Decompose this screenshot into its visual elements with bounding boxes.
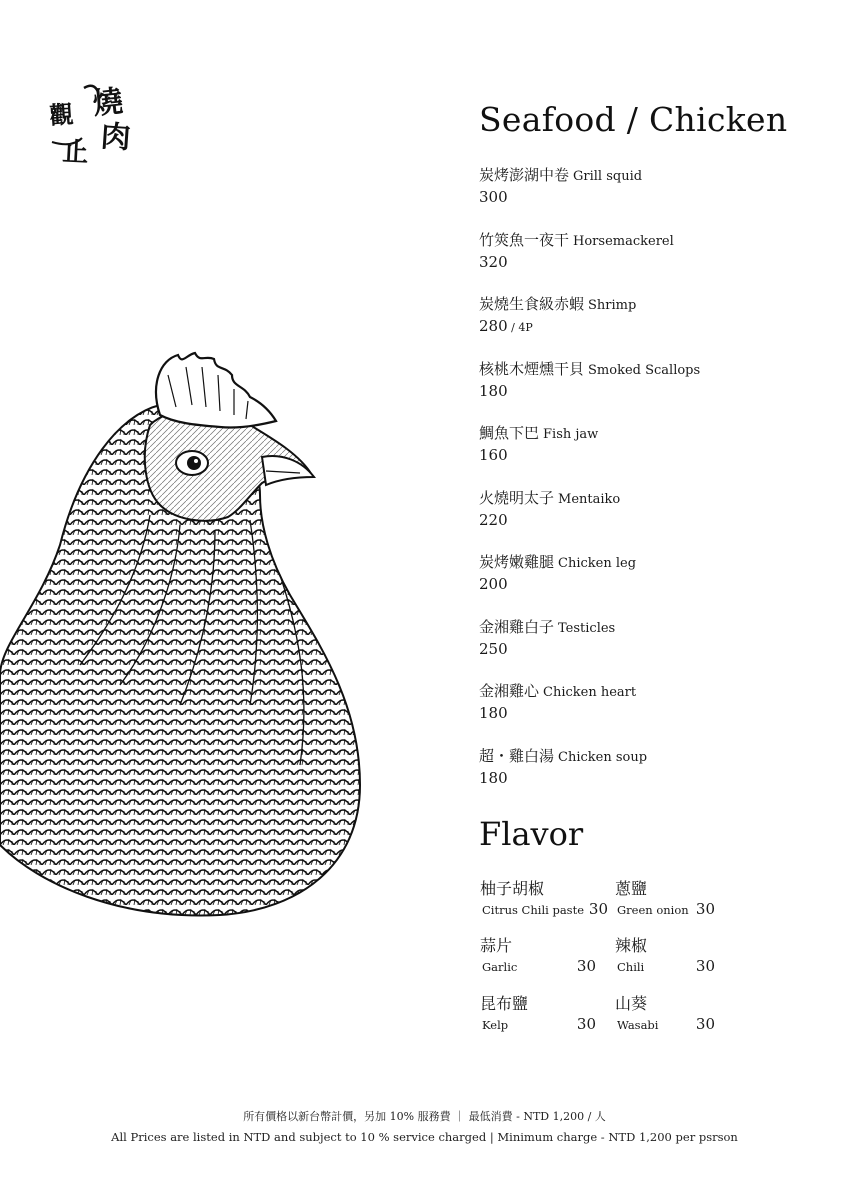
item-price: 180 (479, 704, 508, 722)
flavor-zh-name: 山葵 (615, 994, 648, 1013)
item-en-name: Fish jaw (543, 427, 599, 442)
flavor-price: 30 (576, 1015, 596, 1033)
item-en-name: Grill squid (573, 169, 643, 184)
item-zh-name: 火燒明太子 (479, 488, 555, 507)
menu-item (479, 230, 839, 295)
flavor-en-name: Green onion (617, 903, 689, 917)
item-en-name: Chicken heart (543, 685, 637, 700)
item-price: 180 (479, 381, 508, 400)
menu-item (479, 617, 839, 682)
item-zh-name: 炭烤澎湖中卷 (479, 166, 570, 184)
flavor-en-name: Citrus Chili paste (482, 903, 585, 917)
chicken-illustration-icon (0, 345, 370, 925)
menu-item (479, 423, 839, 488)
flavor-en-name: Garlic (482, 960, 518, 974)
item-en-name: Chicken leg (558, 556, 637, 571)
flavor-heading: Flavor (479, 815, 584, 853)
logo-char-1: 燒 (91, 84, 125, 122)
logo-char-4: 止 (61, 137, 90, 169)
flavor-item (615, 935, 715, 977)
item-zh-name: 竹筴魚一夜干 (479, 230, 570, 249)
flavor-price: 30 (588, 900, 608, 918)
menu-item (479, 746, 839, 811)
item-price: 180 (479, 768, 508, 787)
flavor-price: 30 (695, 957, 715, 975)
logo-char-3: 觀 (48, 99, 75, 130)
flavor-item (480, 878, 608, 920)
flavor-en-name: Kelp (482, 1018, 509, 1032)
menu-item (479, 359, 839, 424)
item-en-name: Smoked Scallops (588, 362, 701, 378)
flavor-zh-name: 蒜片 (480, 936, 513, 955)
item-price: 300 (479, 188, 508, 206)
menu-item (479, 294, 839, 359)
item-price: 250 (479, 639, 508, 658)
flavor-price: 30 (576, 957, 596, 975)
flavor-en-name: Chili (617, 960, 645, 974)
menu-item (479, 165, 839, 230)
item-en-name: Mentaiko (558, 491, 621, 507)
footer-note-en: All Prices are listed in NTD and subject to 10 % service charged | Minimum charge - NTD 1,200 per psrson (111, 1130, 738, 1144)
flavor-price: 30 (695, 1015, 715, 1033)
flavor-zh-name: 蔥鹽 (615, 879, 648, 898)
footer-note-zh: 所有價格以新台幣計價，另加 10% 服務費 ｜ 最低消費 - NTD 1,200 / 人 (243, 1110, 606, 1123)
flavor-zh-name: 昆布鹽 (480, 994, 529, 1013)
logo-char-2: 肉 (99, 119, 132, 157)
item-zh-name: 超・雞白湯 (479, 746, 555, 765)
menu-item (479, 552, 839, 617)
item-zh-name: 炭烤嫩雞腿 (479, 553, 555, 571)
flavor-zh-name: 辣椒 (615, 936, 648, 955)
item-en-name: Shrimp (588, 298, 637, 313)
item-zh-name: 金湘雞心 (479, 682, 540, 700)
flavor-item (615, 878, 715, 920)
item-zh-name: 炭燒生食級赤蝦 (479, 295, 585, 313)
menu-item (479, 681, 839, 746)
item-price: 280 (479, 317, 508, 335)
flavor-zh-name: 柚子胡椒 (480, 879, 545, 898)
item-en-name: Testicles (558, 620, 616, 636)
item-price: 320 (479, 252, 508, 271)
flavor-en-name: Wasabi (617, 1018, 659, 1032)
item-en-name: Horsemackerel (573, 233, 674, 249)
flavor-price: 30 (695, 900, 715, 918)
flavor-item (480, 935, 596, 977)
item-zh-name: 金湘雞白子 (479, 617, 555, 636)
menu-item (479, 488, 839, 553)
item-zh-name: 核桃木煙燻干貝 (479, 359, 585, 378)
item-zh-name: 鯛魚下巴 (479, 424, 540, 442)
item-price: 200 (479, 575, 508, 593)
item-price: 160 (479, 446, 508, 464)
item-price: 220 (479, 510, 508, 529)
flavor-item (480, 993, 596, 1035)
seafood-menu-list (479, 165, 839, 810)
flavor-item (615, 993, 715, 1035)
item-en-name: Chicken soup (558, 749, 648, 765)
restaurant-logo (44, 80, 140, 170)
item-unit: / 4P (507, 321, 533, 334)
seafood-chicken-heading: Seafood / Chicken (479, 100, 788, 139)
